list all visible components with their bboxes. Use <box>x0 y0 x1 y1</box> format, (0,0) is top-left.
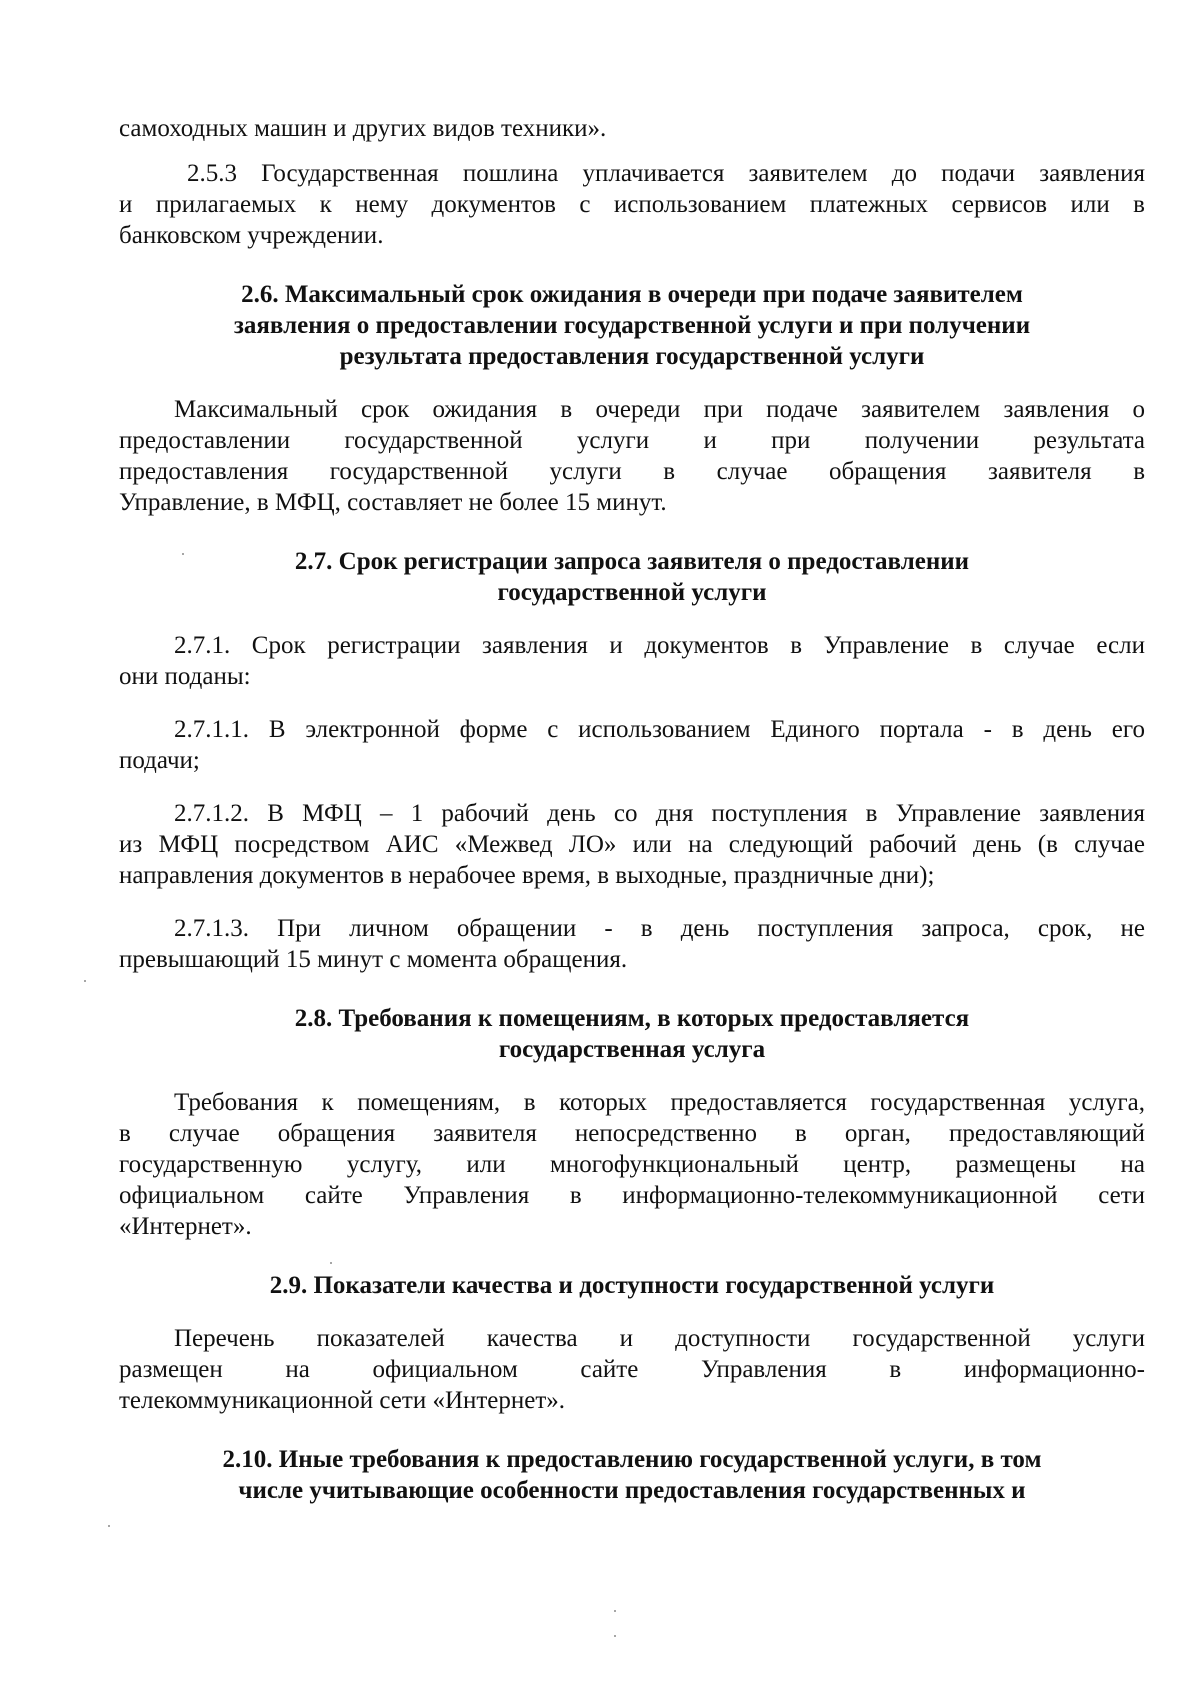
heading-line: 2.6. Максимальный срок ожидания в очереди при подаче заявителем <box>241 281 1023 308</box>
scan-speck <box>84 980 86 982</box>
heading-line: 2.10. Иные требования к предоставлению государственной услуги, в том <box>222 1446 1042 1473</box>
paragraph-line: Управление, в МФЦ, составляет не более 15 минут. <box>119 489 667 516</box>
heading-line: заявления о предоставлении государственной услуги и при получении <box>233 312 1031 339</box>
paragraph-line: 2.7.1.2. В МФЦ – 1 рабочий день со дня поступления в Управление заявления <box>174 800 1145 827</box>
heading-2-9 <box>119 1270 1145 1301</box>
heading-line: государственная услуга <box>498 1036 766 1063</box>
paragraph-line: они поданы: <box>119 663 251 690</box>
scan-speck <box>182 553 184 555</box>
scan-speck <box>614 1635 616 1637</box>
paragraph-line: в случае обращения заявителя непосредственно в орган, предоставляющий <box>119 1120 1145 1147</box>
paragraph-2-9 <box>119 1323 1145 1416</box>
paragraph-line: превышающий 15 минут с момента обращения. <box>119 946 628 973</box>
paragraph-line: государственную услугу, или многофункциональный центр, размещены на <box>119 1151 1145 1178</box>
document-body <box>119 113 1145 1506</box>
paragraph-line: 2.7.1.1. В электронной форме с использованием Единого портала - в день его <box>174 716 1145 743</box>
heading-line: 2.7. Срок регистрации запроса заявителя о предоставлении <box>294 548 970 575</box>
paragraph-2-6 <box>119 394 1145 518</box>
heading-line: государственной услуги <box>497 579 767 606</box>
paragraph-line: предоставлении государственной услуги и при получении результата <box>119 427 1145 454</box>
paragraph-line: 2.5.3 Государственная пошлина уплачивается заявителем до подачи заявления <box>187 160 1145 187</box>
paragraph-2-7-1-2 <box>119 798 1145 891</box>
heading-line: числе учитывающие особенности предоставления государственных и <box>238 1477 1026 1504</box>
scan-speck <box>614 1610 616 1612</box>
paragraph-line: Максимальный срок ожидания в очереди при подаче заявителем заявления о <box>174 396 1145 423</box>
paragraph-line: 2.7.1.3. При личном обращении - в день поступления запроса, срок, не <box>174 915 1145 942</box>
paragraph-2-7-1 <box>119 630 1145 692</box>
paragraph-line: и прилагаемых к нему документов с использованием платежных сервисов или в <box>119 191 1145 218</box>
heading-2-7 <box>119 546 1145 608</box>
paragraph-line: направления документов в нерабочее время, в выходные, праздничные дни); <box>119 862 935 889</box>
heading-2-10 <box>119 1444 1145 1506</box>
heading-line: результата предоставления государственной услуги <box>339 343 925 370</box>
intro-paragraph: самоходных машин и других видов техники». <box>119 115 607 142</box>
paragraph-2-7-1-1 <box>119 714 1145 776</box>
paragraph-2-8 <box>119 1087 1145 1242</box>
heading-2-6 <box>119 279 1145 372</box>
paragraph-line: «Интернет». <box>119 1213 252 1240</box>
scan-speck <box>108 1525 110 1527</box>
heading-line: 2.8. Требования к помещениям, в которых предоставляется <box>294 1005 970 1032</box>
paragraph-line: банковском учреждении. <box>119 222 384 249</box>
paragraph-line: подачи; <box>119 747 200 774</box>
paragraph-line: из МФЦ посредством АИС «Межвед ЛО» или на следующий рабочий день (в случае <box>119 831 1145 858</box>
paragraph-line: 2.7.1. Срок регистрации заявления и документов в Управление в случае если <box>174 632 1145 659</box>
paragraph-line: телекоммуникационной сети «Интернет». <box>119 1387 566 1414</box>
paragraph-line: предоставления государственной услуги в случае обращения заявителя в <box>119 458 1145 485</box>
heading-line: 2.9. Показатели качества и доступности государственной услуги <box>269 1272 995 1299</box>
paragraph-2-7-1-3 <box>119 913 1145 975</box>
paragraph-2-5-3 <box>119 158 1145 251</box>
paragraph-line: Перечень показателей качества и доступности государственной услуги <box>174 1325 1145 1352</box>
heading-2-8 <box>119 1003 1145 1065</box>
paragraph-line: Требования к помещениям, в которых предоставляется государственная услуга, <box>174 1089 1145 1116</box>
paragraph-line: официальном сайте Управления в информационно-телекоммуникационной сети <box>119 1182 1145 1209</box>
scan-speck <box>330 1262 332 1264</box>
paragraph-line: размещен на официальном сайте Управления в информационно- <box>119 1356 1145 1383</box>
